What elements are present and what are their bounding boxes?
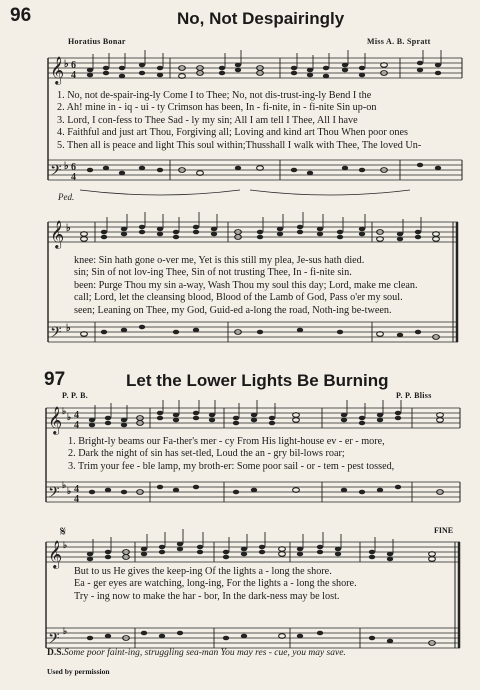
verse-line: 4. Faithful and just art Thou, Forgiving all; Loving and kind art Thou When poor ones — [57, 127, 408, 139]
hymn-97-author: P. P. B. — [62, 391, 89, 400]
hymn-97-verses-part-1 — [68, 436, 394, 473]
verse-line: 2. Dark the night of sin has set-tled, Loud the an - gry bil-lows roar; — [68, 448, 345, 460]
svg-text:♭: ♭ — [67, 412, 72, 422]
svg-text:𝄞: 𝄞 — [48, 540, 63, 568]
svg-text:4: 4 — [74, 410, 79, 421]
svg-text:6: 6 — [71, 60, 76, 71]
hymn-97-number: 97 — [44, 369, 66, 390]
svg-text:𝄞: 𝄞 — [48, 406, 63, 434]
verse-line: 1. Bright-ly beams our Fa-ther's mer - cy From His light-house ev - er - more, — [68, 436, 385, 447]
svg-text:♭: ♭ — [62, 406, 67, 416]
verse-line: Ea - ger eyes are watching, long-ing, For the lights a - long the shore. — [74, 578, 357, 590]
svg-text:♭: ♭ — [66, 323, 71, 334]
verse-line: Try - ing now to make the har - bor, In the dark-ness may be lost. — [74, 590, 340, 602]
fine-mark: FINE — [434, 526, 454, 535]
verse-line: 1. No, not de-spair-ing-ly Come I to Thee; No, not dis-trust-ing-ly Bend I the — [57, 90, 372, 101]
svg-text:♭: ♭ — [67, 486, 72, 496]
verse-line: seen; Leaning on Thee, my God, Guid-ed a-long the road, Noth-ing be-tween. — [74, 304, 392, 316]
svg-text:4: 4 — [74, 484, 79, 495]
svg-text:6: 6 — [71, 162, 76, 173]
svg-text:𝄞: 𝄞 — [50, 220, 65, 248]
hymn-96-composer: Miss A. B. Spratt — [367, 37, 431, 46]
hymn-97-verses-part-2 — [74, 566, 357, 603]
verse-line: knee: Sin hath gone o-ver me, Yet is this still my plea, Je-sus hath died. — [74, 255, 365, 266]
verse-line: been: Purge Thou my sin a-way, Wash Thou my soul this day; Lord, make me clean. — [74, 279, 418, 291]
svg-text:𝄞: 𝄞 — [50, 56, 65, 84]
verse-line: But to us He gives the keep-ing Of the lights a - long the shore. — [74, 566, 332, 577]
svg-text:♭: ♭ — [64, 59, 69, 70]
verse-line: 2. Ah! mine in - iq - ui - ty Crimson has been, In - fi-nite, in - fi-nite Sin up-on — [57, 102, 377, 114]
svg-text:♭: ♭ — [66, 223, 71, 234]
hymn-96-author: Horatius Bonar — [68, 37, 126, 46]
svg-text:♭: ♭ — [62, 480, 67, 490]
permission-note: Used by permission — [47, 667, 110, 676]
verse-line: 5. Then all is peace and light This soul within;Thusshall I walk with Thee, The loved Un- — [57, 139, 422, 151]
ds-text: Some poor faint-ing, struggling sea-man You may res - cue, you may save. — [63, 648, 346, 658]
hymn-96-verses-part-1 — [57, 90, 421, 152]
svg-text:𝄢: 𝄢 — [50, 162, 62, 183]
svg-text:4: 4 — [71, 70, 76, 81]
hymn-96-verses-part-2 — [74, 255, 418, 317]
svg-text:♭: ♭ — [63, 540, 68, 550]
svg-text:𝄢: 𝄢 — [48, 484, 60, 505]
svg-text:4: 4 — [74, 420, 79, 431]
verse-line: 3. Lord, I con-fess to Thee Sad - ly my sin; All I am tell I Thee, All I have — [57, 114, 358, 126]
verse-line: call; Lord, let the cleansing blood, Blood of the Lamb of God, Pass o'er my soul. — [74, 292, 403, 304]
page-number: 96 — [10, 5, 32, 26]
svg-text:𝄢: 𝄢 — [50, 324, 62, 345]
hymn-97-composer: P. P. Bliss — [396, 391, 432, 400]
ds-line — [47, 648, 346, 658]
svg-text:♭: ♭ — [63, 626, 68, 636]
ds-label: D.S. — [47, 648, 64, 658]
svg-text:𝄢: 𝄢 — [48, 630, 60, 651]
svg-text:𝄋: 𝄋 — [60, 524, 67, 540]
svg-text:♭: ♭ — [64, 161, 69, 172]
svg-text:4: 4 — [74, 494, 79, 505]
hymn-97-title: Let the Lower Lights Be Burning — [126, 371, 389, 390]
svg-text:4: 4 — [71, 172, 76, 183]
hymn-96-title: No, Not Despairingly — [177, 9, 345, 28]
verse-line: sin; Sin of not lov-ing Thee, Sin of not trusting Thee, In - fi-nite sin. — [74, 267, 352, 279]
verse-line: 3. Trim your fee - ble lamp, my broth-er: Some poor sail - or - tem - pest tossed, — [68, 460, 395, 472]
pedal-mark: Ped. — [58, 192, 75, 202]
